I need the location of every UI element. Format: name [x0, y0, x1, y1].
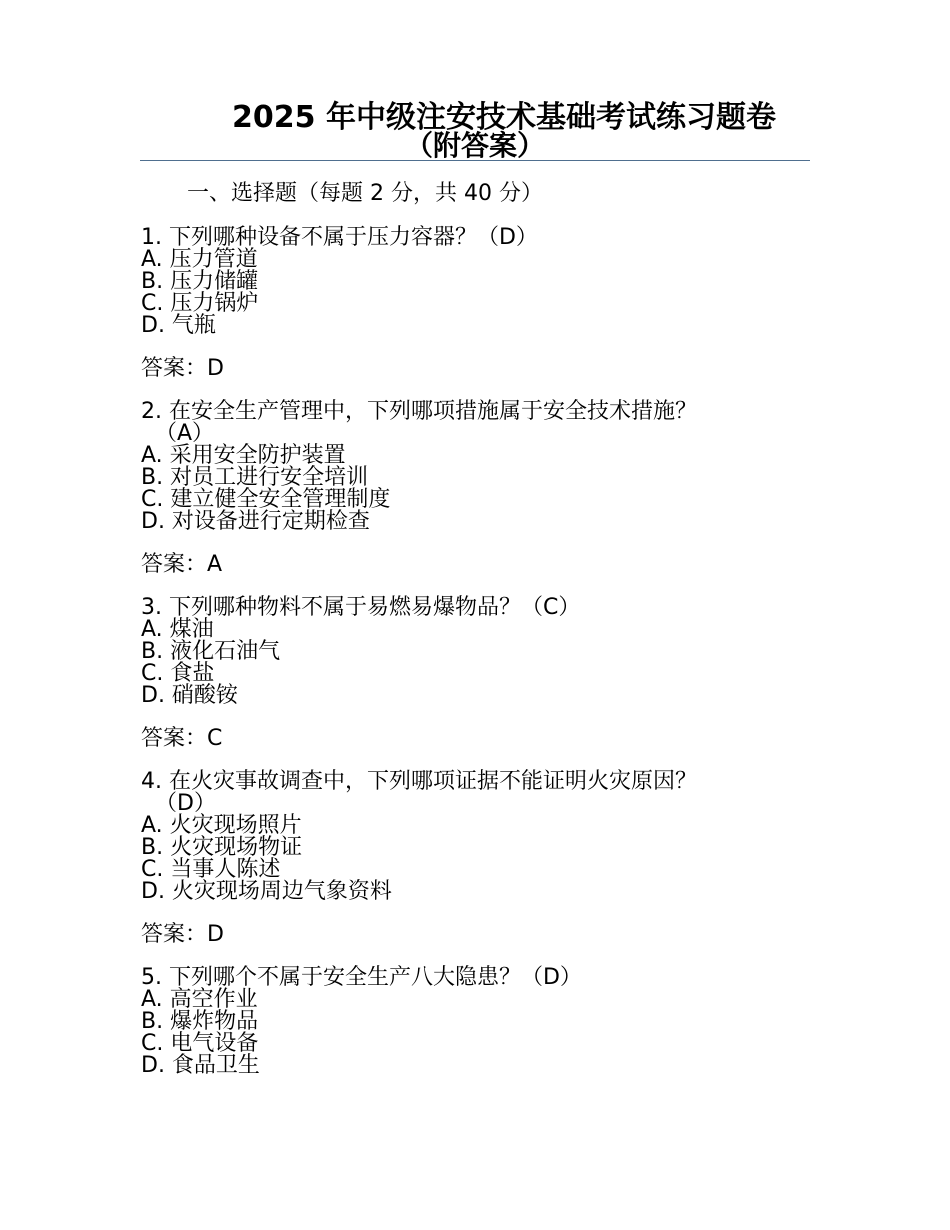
question-stem: 5. 下列哪个不属于安全生产八大隐患？（D） [141, 965, 582, 990]
option-a: A. 采用安全防护装置 [141, 443, 346, 468]
answer-line: 答案：D [141, 356, 224, 381]
option-d: D. 火灾现场周边气象资料 [141, 879, 392, 904]
option-c: C. 当事人陈述 [141, 857, 281, 882]
option-a: A. 高空作业 [141, 987, 258, 1012]
option-b: B. 对员工进行安全培训 [141, 465, 369, 490]
option-b: B. 火灾现场物证 [141, 835, 303, 860]
option-b: B. 爆炸物品 [141, 1009, 259, 1034]
question-1 [141, 227, 781, 383]
option-a: A. 火灾现场照片 [141, 813, 302, 838]
option-d: D. 气瓶 [141, 313, 216, 338]
title-line-2: （附答案） [404, 129, 545, 162]
option-d: D. 食品卫生 [141, 1053, 260, 1078]
option-b: B. 液化石油气 [141, 639, 281, 664]
question-3 [141, 597, 781, 753]
title-divider [140, 160, 810, 161]
question-4 [141, 771, 781, 949]
question-2 [141, 401, 781, 579]
question-stem-continuation: （A） [155, 421, 215, 446]
question-5 [141, 967, 781, 1077]
question-stem: 2. 在安全生产管理中，下列哪项措施属于安全技术措施？ [141, 399, 697, 424]
answer-line: 答案：A [141, 552, 223, 577]
option-a: A. 煤油 [141, 617, 214, 642]
option-a: A. 压力管道 [141, 247, 258, 272]
option-c: C. 食盐 [141, 661, 215, 686]
option-b: B. 压力储罐 [141, 269, 259, 294]
document-title [140, 100, 810, 162]
option-d: D. 硝酸铵 [141, 683, 238, 708]
option-c: C. 压力锅炉 [141, 291, 259, 316]
option-c: C. 电气设备 [141, 1031, 259, 1056]
answer-line: 答案：D [141, 922, 224, 947]
section-heading: 一、选择题（每题 2 分，共 40 分） [187, 181, 543, 206]
question-stem: 3. 下列哪种物料不属于易燃易爆物品？（C） [141, 595, 581, 620]
option-d: D. 对设备进行定期检查 [141, 509, 370, 534]
question-stem-continuation: （D） [155, 791, 216, 816]
question-stem: 1. 下列哪种设备不属于压力容器？（D） [141, 225, 538, 250]
question-stem: 4. 在火灾事故调查中，下列哪项证据不能证明火灾原因？ [141, 769, 697, 794]
answer-line: 答案：C [141, 726, 223, 751]
title-line-1: 2025 年中级注安技术基础考试练习题卷 [232, 100, 776, 135]
option-c: C. 建立健全安全管理制度 [141, 487, 391, 512]
